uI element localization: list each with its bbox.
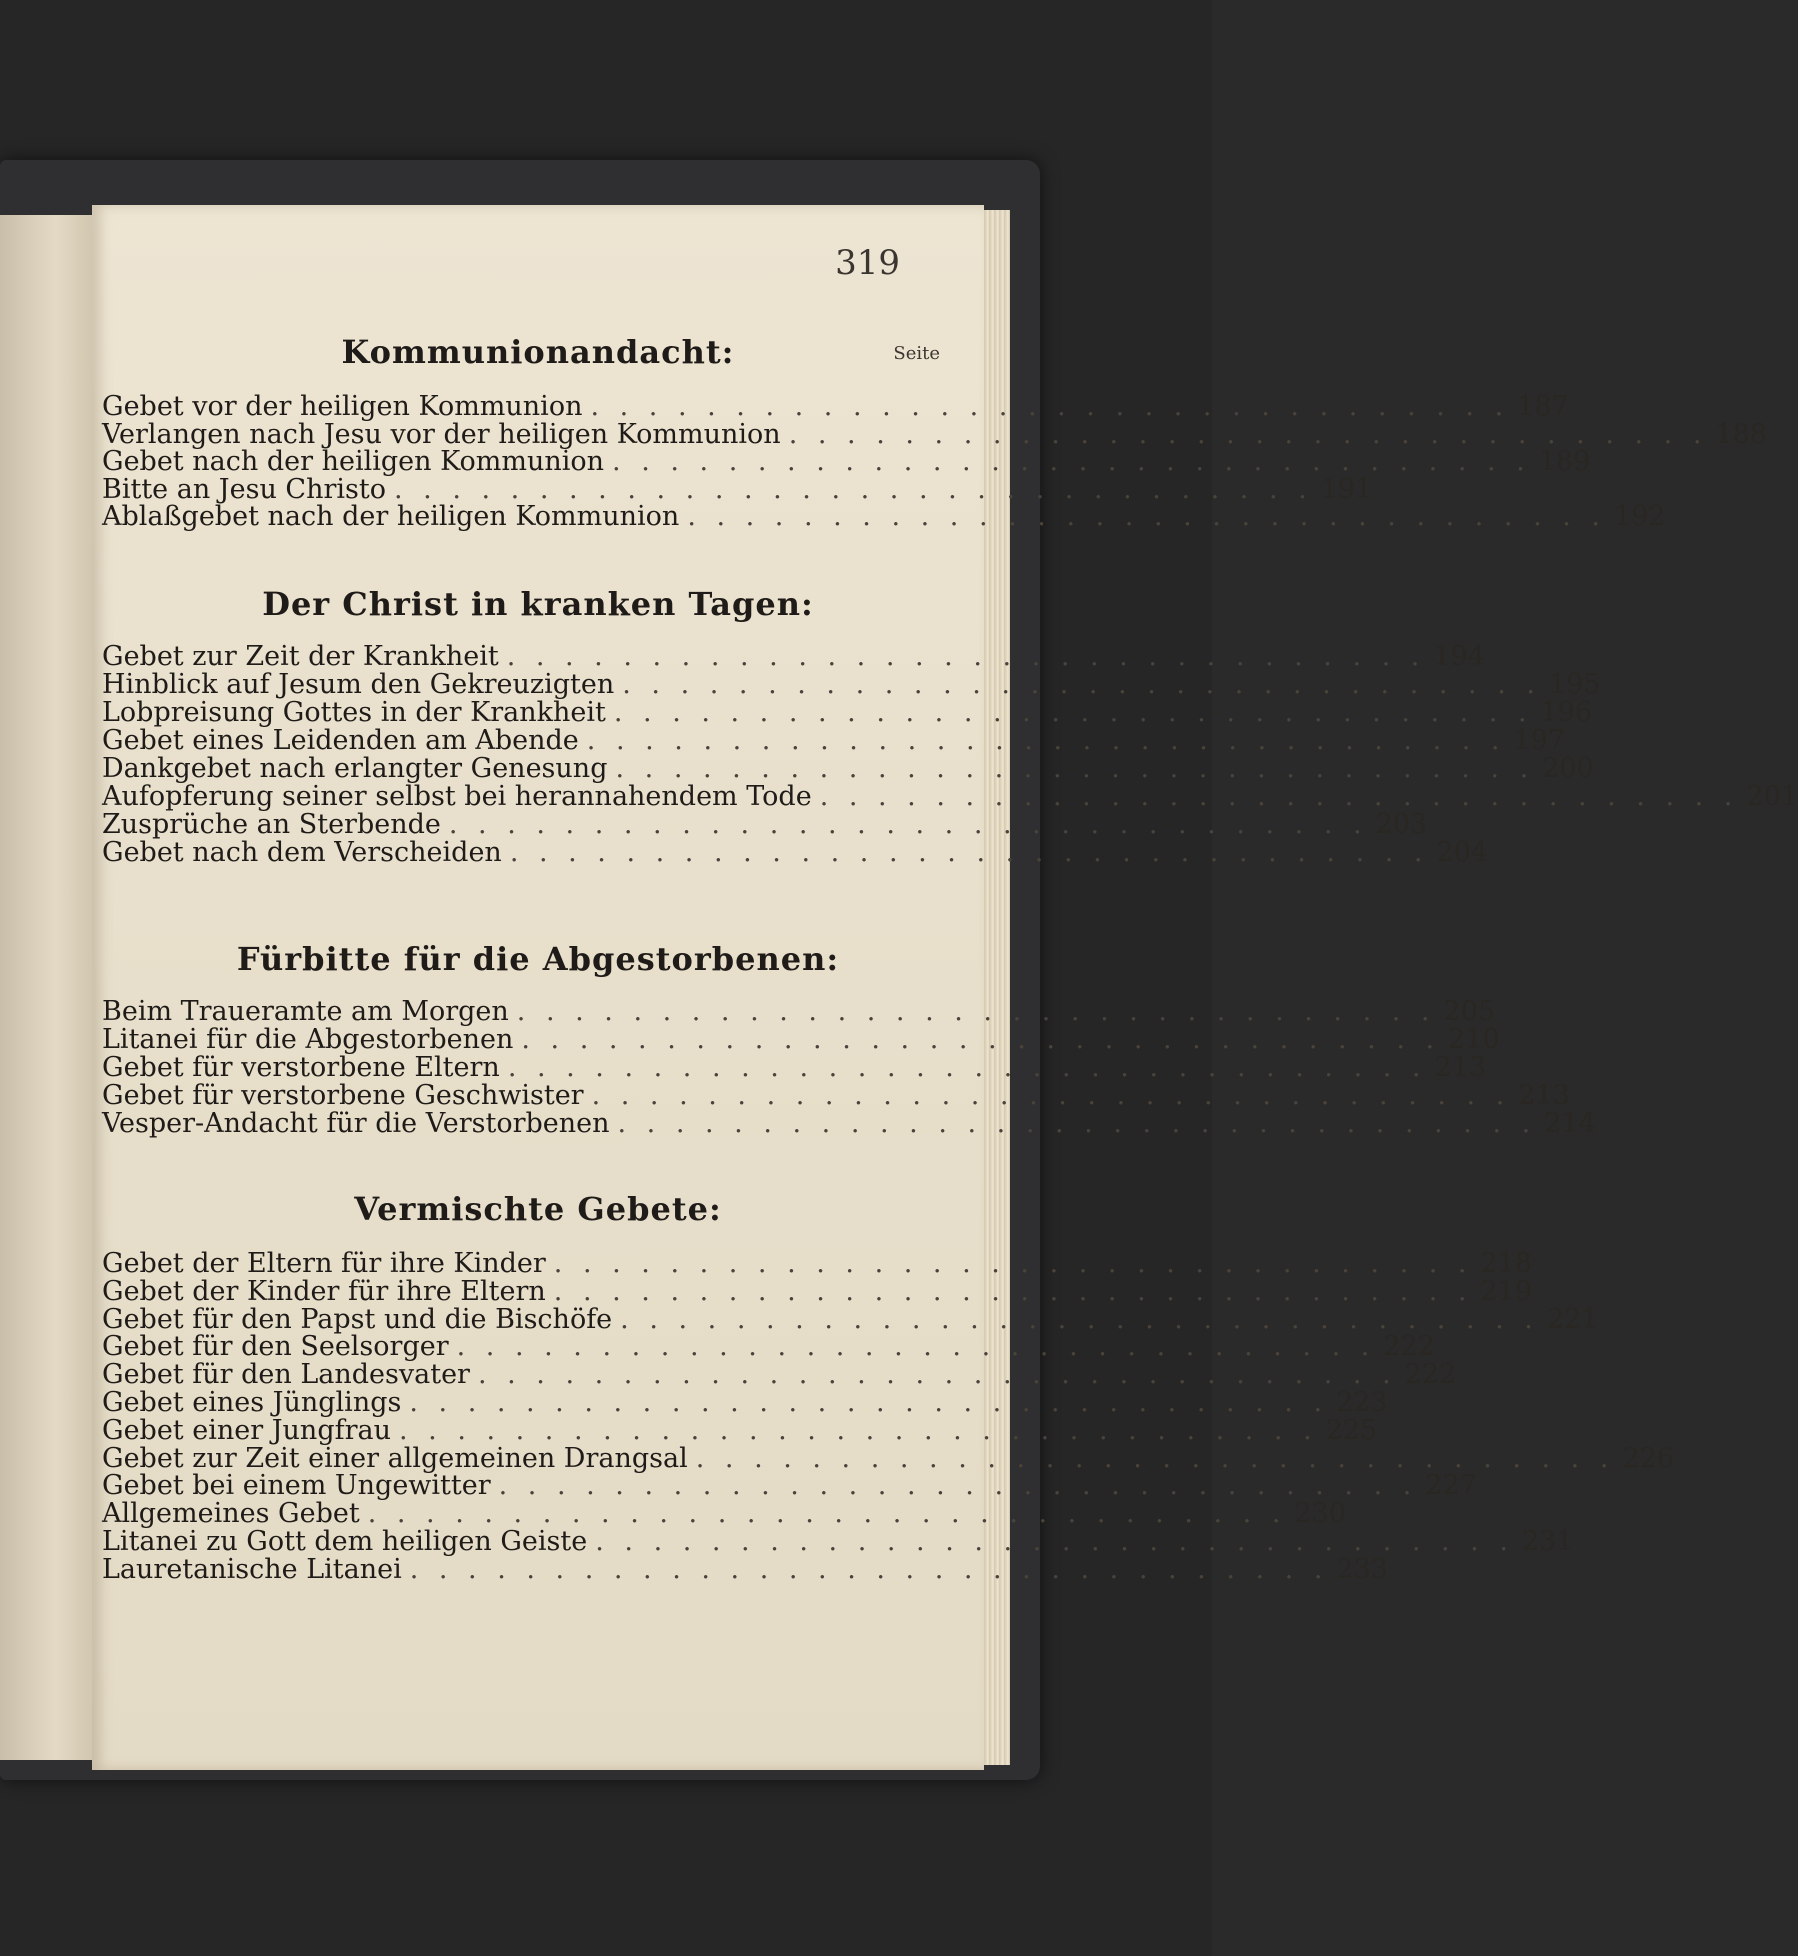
toc-entry-label: Bitte an Jesu Christo [102,473,386,505]
leader-dots: . . . . . . . . . . . . . . . . . . . . . . . . . . . . . . . . [456,1331,1376,1363]
leader-dots: . . . . . . . . . . . . . . . . . . . . . . . . . . . . . . . . [612,446,1531,477]
leader-dots: . . . . . . . . . . . . . . . . . . . . . . . . . . . . . . . . [622,669,1541,700]
toc-entry-label: Gebet für verstorbene Geschwister [102,1080,584,1111]
leader-dots: . . . . . . . . . . . . . . . . . . . . . . . . . . . . . . . . [591,1080,1511,1111]
toc-entry-label: Verlangen nach Jesu vor der heiligen Kommunion [102,418,781,450]
toc-entry-page: 219 [1480,1275,1533,1307]
toc-entry-label: Dankgebet nach erlangter Genesung [102,753,608,784]
toc-entry-page: 222 [1383,1331,1435,1363]
section-title: Fürbitte für die Abgestorbenen: [236,940,840,978]
leader-dots: . . . . . . . . . . . . . . . . . . . . . . . . . . . . . . . . [788,418,1708,450]
leader-dots: . . . . . . . . . . . . . . . . . . . . . . . . . . . . . . . . [398,1414,1318,1446]
leader-dots: . . . . . . . . . . . . . . . . . . . . . . . . . . . . . . . . [617,1108,1537,1139]
leader-dots: . . . . . . . . . . . . . . . . . . . . . . . . . . . . . . . . [819,781,1739,812]
toc-entry-page: 218 [1480,1248,1533,1279]
toc-entry-page: 197 [1513,725,1566,756]
leader-dots: . . . . . . . . . . . . . . . . . . . . . . . . . . . . . . . . [516,996,1436,1027]
toc-entry-label: Gebet bei einem Ungewitter [102,1470,491,1502]
toc-entry-label: Gebet nach dem Verscheiden [102,837,502,868]
leader-dots: . . . . . . . . . . . . . . . . . . . . . . . . . . . . . . . . [506,641,1426,672]
toc-entry-label: Litanei zu Gott dem heiligen Geiste [102,1526,588,1557]
toc-entry-page: 227 [1425,1470,1477,1502]
toc-entry-page: 188 [1715,418,1767,450]
toc-entry-page: 222 [1404,1359,1457,1391]
leader-dots: . . . . . . . . . . . . . . . . . . . . . . . . . . . . . . . . [477,1359,1397,1391]
leader-dots: . . . . . . . . . . . . . . . . . . . . . . . . . . . . . . . . [553,1275,1473,1307]
toc-entry-label: Gebet für den Landesvater [102,1359,470,1391]
leader-dots: . . . . . . . . . . . . . . . . . . . . . . . . . . . . . . . . [394,473,1313,505]
toc-entry-page: 205 [1443,996,1496,1027]
toc-entry-page: 200 [1542,753,1594,784]
toc-entry-label: Gebet zur Zeit der Krankheit [102,641,499,672]
leader-dots: . . . . . . . . . . . . . . . . . . . . . . . . . . . . . . . . [687,501,1607,532]
leader-dots: . . . . . . . . . . . . . . . . . . . . . . . . . . . . . . . . [367,1498,1287,1530]
toc-entry-page: 221 [1546,1303,1599,1335]
toc-entry-page: 210 [1448,1024,1500,1055]
toc-entry-page: 204 [1436,837,1489,868]
toc-entry-page: 189 [1538,446,1591,477]
leader-dots: . . . . . . . . . . . . . . . . . . . . . . . . . . . . . . . . [448,809,1368,840]
toc-entry-label: Gebet nach der heiligen Kommunion [102,446,605,477]
toc-entry-label: Gebet der Kinder für ihre Eltern [102,1275,546,1307]
section-title: Der Christ in kranken Tagen: [262,585,814,623]
leader-dots: . . . . . . . . . . . . . . . . . . . . . . . . . . . . . . . . [409,1553,1329,1585]
toc-entry-label: Aufopferung seiner selbst bei herannahendem Tode [102,781,812,812]
toc-entry-label: Litanei für die Abgestorbenen [102,1024,514,1055]
toc-entry-label: Gebet für den Seelsorger [102,1331,449,1363]
toc-entry-label: Gebet zur Zeit einer allgemeinen Drangsal [102,1442,688,1474]
section-title: Vermischte Gebete: [354,1190,722,1228]
toc-entry-page: 201 [1746,781,1798,812]
toc-entry-page: 213 [1434,1052,1487,1083]
toc-entry-page: 194 [1433,641,1485,672]
toc-entry-page: 213 [1518,1080,1570,1111]
left-page-edge [0,215,92,1760]
toc-entry-page: 192 [1614,501,1666,532]
toc-entry-page: 223 [1336,1387,1388,1418]
leader-dots: . . . . . . . . . . . . . . . . . . . . . . . . . . . . . . . . [521,1024,1441,1055]
toc-entry-label: Gebet vor der heiligen Kommunion [102,391,583,422]
toc-entry [102,836,1489,870]
toc-entry-label: Gebet einer Jungfrau [102,1414,391,1446]
toc-entry-page: 231 [1521,1526,1574,1557]
leader-dots: . . . . . . . . . . . . . . . . . . . . . . . . . . . . . . . . [409,1387,1329,1418]
toc-entry-page: 225 [1325,1414,1378,1446]
toc-entry-label: Gebet der Eltern für ihre Kinder [102,1248,546,1279]
page-number: 319 [835,243,900,283]
toc-entry-label: Allgemeines Gebet [102,1498,360,1530]
toc-entry [102,1107,1596,1141]
book-page [92,205,1798,1770]
toc-entry [102,1553,1388,1587]
toc-entry-page: 187 [1517,391,1569,422]
toc-entry-page: 203 [1375,809,1428,840]
toc-entry-label: Gebet für verstorbene Eltern [102,1052,500,1083]
leader-dots: . . . . . . . . . . . . . . . . . . . . . . . . . . . . . . . . [615,753,1535,784]
leader-dots: . . . . . . . . . . . . . . . . . . . . . . . . . . . . . . . . [695,1442,1615,1474]
toc-entry [102,500,1666,534]
toc-entry-label: Gebet eines Jünglings [102,1387,402,1418]
toc-entry-page: 196 [1540,697,1593,728]
toc-entry-page: 214 [1544,1108,1596,1139]
toc-entry-label: Lauretanische Litanei [102,1553,402,1585]
leader-dots: . . . . . . . . . . . . . . . . . . . . . . . . . . . . . . . . [595,1526,1514,1557]
toc-entry-page: 191 [1320,473,1373,505]
toc-entry-page: 195 [1548,669,1601,700]
leader-dots: . . . . . . . . . . . . . . . . . . . . . . . . . . . . . . . . [507,1052,1427,1083]
leader-dots: . . . . . . . . . . . . . . . . . . . . . . . . . . . . . . . . [613,697,1533,728]
toc-entry-label: Zusprüche an Sterbende [102,809,441,840]
toc-entry-label: Ablaßgebet nach der heiligen Kommunion [102,501,680,532]
toc-entry-page: 230 [1294,1498,1346,1530]
leader-dots: . . . . . . . . . . . . . . . . . . . . . . . . . . . . . . . . [498,1470,1418,1502]
toc-entry-label: Hinblick auf Jesum den Gekreuzigten [102,669,615,700]
toc-entry-label: Beim Traueramte am Morgen [102,996,509,1027]
leader-dots: . . . . . . . . . . . . . . . . . . . . . . . . . . . . . . . . [586,725,1506,756]
toc-entry-label: Vesper-Andacht für die Verstorbenen [102,1108,610,1139]
toc-entry-page: 233 [1336,1553,1388,1585]
leader-dots: . . . . . . . . . . . . . . . . . . . . . . . . . . . . . . . . [509,837,1429,868]
leader-dots: . . . . . . . . . . . . . . . . . . . . . . . . . . . . . . . . [553,1248,1473,1279]
leader-dots: . . . . . . . . . . . . . . . . . . . . . . . . . . . . . . . . [590,391,1510,422]
toc-entry-label: Gebet eines Leidenden am Abende [102,725,579,756]
leader-dots: . . . . . . . . . . . . . . . . . . . . . . . . . . . . . . . . [620,1303,1539,1335]
toc-entry-label: Lobpreisung Gottes in der Krankheit [102,697,606,728]
toc-entry-label: Gebet für den Papst und die Bischöfe [102,1303,613,1335]
section-title: Kommunionandacht: [341,333,735,371]
column-header-seite: Seite [893,343,940,364]
toc-entry-page: 226 [1622,1442,1674,1474]
